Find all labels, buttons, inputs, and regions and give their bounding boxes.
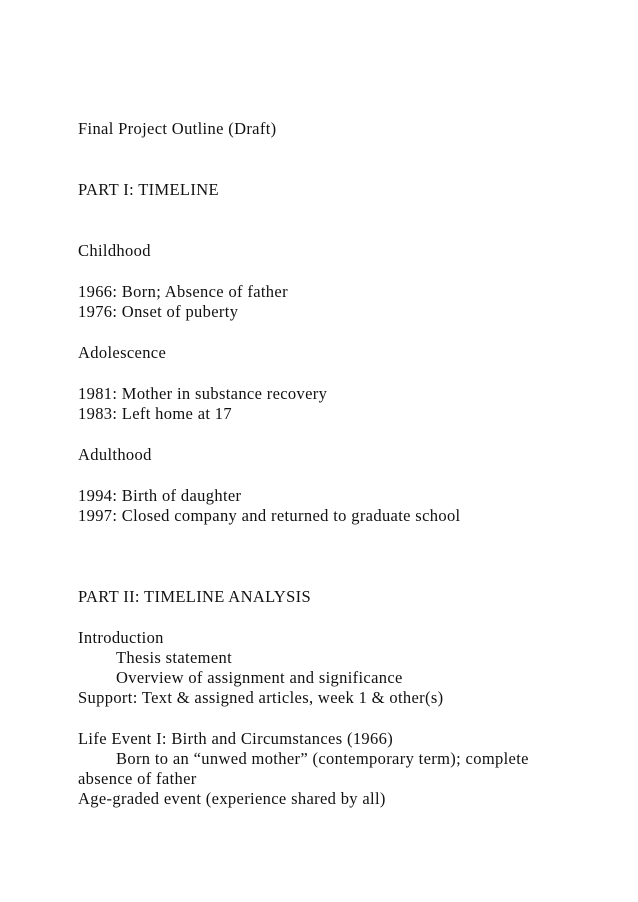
timeline-event: 1976: Onset of puberty xyxy=(78,302,239,321)
timeline-event: 1981: Mother in substance recovery xyxy=(78,384,328,403)
life-event-heading: Life Event I: Birth and Circumstances (1966) xyxy=(78,729,394,748)
timeline-event: 1983: Left home at 17 xyxy=(78,404,232,423)
timeline-event: 1997: Closed company and returned to graduate school xyxy=(78,506,461,525)
part1-heading: PART I: TIMELINE xyxy=(78,180,219,199)
adolescence-label: Adolescence xyxy=(78,343,167,362)
introduction-item: Overview of assignment and significance xyxy=(116,668,403,687)
part2-heading: PART II: TIMELINE ANALYSIS xyxy=(78,587,312,606)
support-line: Support: Text & assigned articles, week 1 & other(s) xyxy=(78,688,444,707)
document-title: Final Project Outline (Draft) xyxy=(78,119,277,138)
childhood-label: Childhood xyxy=(78,241,151,260)
age-graded-note: Age-graded event (experience shared by all) xyxy=(78,789,386,808)
life-event-detail: Born to an “unwed mother” (contemporary term); complete xyxy=(116,749,529,768)
introduction-item: Thesis statement xyxy=(116,648,233,667)
adulthood-label: Adulthood xyxy=(78,445,152,464)
life-event-detail-continued: absence of father xyxy=(78,769,197,788)
timeline-event: 1966: Born; Absence of father xyxy=(78,282,288,301)
timeline-event: 1994: Birth of daughter xyxy=(78,486,242,505)
introduction-label: Introduction xyxy=(78,628,164,647)
